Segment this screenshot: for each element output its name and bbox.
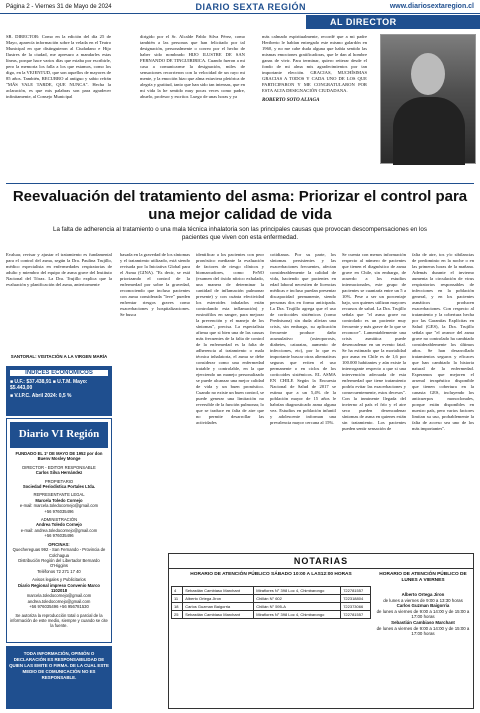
weekday-hours-2: de lunes a viernes de 9:00 a 14:00 y de 15:00 a 17:00 horas <box>376 608 470 620</box>
page-date: Página 2 - Viernes 31 de Mayo de 2024 <box>6 3 112 10</box>
saturday-head: HORARIO DE ATENCIÓN PÚBLICO SÁBADO 10:00 A LAS12:00 HORAS <box>190 572 352 577</box>
author-photo <box>380 34 476 164</box>
legal-email: e-mail: marcela.toledocornejo@gmail.com <box>19 503 99 509</box>
weekday-name-1: Alberto Ortega Jiron <box>401 592 445 597</box>
website: www.diariosextaregion.cl <box>389 3 474 10</box>
notaria-address: Miraflores N° 398 Loc 4, Chimbarongo <box>254 611 341 619</box>
saturday-schedule <box>171 572 371 619</box>
offices-address: Quechereguas 992 - San Fernando - Provincia de Colchagua <box>12 547 106 558</box>
owner-name: Sociedad Periodística Portales Ltda. <box>22 484 96 490</box>
notaria-day: 25 <box>172 611 183 619</box>
weekday-head: HORARIO DE ATENCIÓN PÚBLICO DE LUNES A VIERNES <box>379 572 467 583</box>
section-title: AL DIRECTOR <box>306 15 480 29</box>
saturday-table <box>171 586 371 619</box>
letter-column-1: SR. DIRECTOR: Como en la edición del día 25 de Mayo, aparecía información sobre la velada en el Teatro Municipal en que distinguieron al Ciudadano e Hijo Ilustres de la ciudad, me apresuro a mandarles estas líneas, porque hace varios días que estaba por escribirle, pero la memoria los falla a los que estamos, como los digo, en la VEJENTUD, que son aquellos de mayores de 85 años. También, RECURRO al antiguo y sabio refrán "MÁS VALE TARDE, QUE NUNCA". Hecha la aclaración, es que mis palabras son para agradecer infinitamente, al Consejo Municipal <box>6 34 111 99</box>
notaria-day: 4 <box>172 587 183 595</box>
admin-name: Andrea Toledo Cornejo <box>36 522 82 528</box>
notaria-phone: 722781557 <box>341 587 371 595</box>
notaria-name: Carlos Guzman Baigorria <box>183 603 254 611</box>
owner-label: PROPIETARIO <box>44 478 74 484</box>
masthead-founded: FUNDADO EL 1º DE MAYO DE 1952 por don Buenv Mosley Monge <box>15 451 103 462</box>
ads-label: Avisos legales y Publicitarios <box>32 577 86 583</box>
paper-name: DIARIO SEXTA REGIÓN <box>195 1 306 12</box>
letter-column-2: dirigido por el Sr. Alcalde Pablo Silva Pérez, como también a las personas que han felicitado por tal designación, personalmente o correo por el hecho de haber sido nombrado HIJO ILUSTRE DE SAN FERNANDO DE TINGUIRIRICA. Cuando fueron a mi casa a comunicarme la designación, miles de sensaciones recorrieron con la velocidad de un rayo mi mente, y la emoción hizo que alma estuviera pletórica de alegría y gratitud, tanto que han sido tan intensas, que en mi vida la he sentido muy pocas veces como padre, abuelo, profesor y escritor. Luego de unas horas y ya <box>140 34 245 99</box>
notaria-name: Alberto Ortega Jiron <box>183 595 254 603</box>
notaria-day: 11 <box>172 595 183 603</box>
director-name: Carlos Silva Hernández <box>35 470 83 476</box>
admin-label: ADMINISTRACIÓN <box>40 517 78 523</box>
article-dek: La falta de adherencia al tratamiento o una mala técnica inhalatoria son las principales causas que provocan descompensaciones en los pacientes que viven con esta enfermedad. <box>53 226 427 241</box>
table-row <box>172 595 371 603</box>
weekday-hours-1: de lunes a viernes de 9:00 a 13:30 horas <box>383 597 463 603</box>
weekday-name-3: Sebastián Cambiaso Marchant <box>391 619 455 625</box>
legal-name: Marcela Toledo Cornejo <box>35 497 83 503</box>
notaria-address: Miraflores N° 398 Loc 4, Chimbarongo <box>254 587 341 595</box>
article-column-4: cotidianas. Por su parte, los síntomas persistentes y las exacerbaciones frecuentes, afectan considerablemente la calidad de vida, haciendo que pacientes en edad laboral necesiten de licencias médicas e incluso puedan presentar discapacidad permanente, siendo personas dos en forma anticipada. La Dra. Trujillo agrega que el uso de corticoides sistémicos (como Prednisona) sin duda alivian una crisis, sin embargo, su aplicación frecuente produce daño acumulativo (osteoporosis, diabetes, cataratas, aumento de infecciones, etc), por lo que es importante buscar otras alternativas seguras que eviten el uso permanente o en ciclos de los corticoides sistémicos. EL ASMA EN CHILE Según la Encuesta Nacional de Salud de 2017 se estima que a un 5,4% de la población mayor de 15 años le habrían diagnosticado asma alguna vez. Estudios en población infantil y adolescente informan una prevalencia mayor cercana al 15%. <box>270 252 336 425</box>
notaria-day: 18 <box>172 603 183 611</box>
ads-phones: +56 976035496 +56 956781530 <box>29 604 89 610</box>
distribution: Distribución Región del Libertador Bernardo O'Higgins <box>18 557 100 569</box>
notarias-box <box>168 553 474 709</box>
table-row <box>172 587 371 595</box>
photo-face <box>411 53 445 95</box>
weekday-name-2: Carlos Guzman Baigorria <box>396 603 450 609</box>
notaria-name: Sebastián Cambiaso Marchant <box>183 587 254 595</box>
notaria-name: Sebastián Cambiaso Marchant <box>183 611 254 619</box>
notaria-address: Chillán N° 595-A <box>254 603 341 611</box>
masthead <box>6 418 112 643</box>
notaria-phone: 722318804 <box>341 595 371 603</box>
letter-signature: ROBERTO SOTO ALIAGA <box>262 98 320 103</box>
notaria-address: Chillán N° 602 <box>254 595 341 603</box>
section-divider <box>6 183 474 184</box>
letter-column-3 <box>262 34 367 104</box>
disclaimer: Se autoriza la reproducción total o parcial de la información de este medio, siempre y cuando se cite la fuente. <box>10 612 108 629</box>
page-header <box>0 0 480 14</box>
photo-body <box>393 97 465 165</box>
offices-label: OFICINAS: <box>48 541 70 547</box>
indicators-line-1: ■ U.F.: $37.438,91 ■ U.T.M. Mayo: $5.443,00 <box>10 379 88 391</box>
masthead-logo: Diario VI Región <box>10 422 108 448</box>
article-column-6: falta de aire, tos y/o sibilancias de predominio en la noche o en las primeras horas de la mañana. Además durante el invierno aumenta la circulación de virus respiratorios responsables de infecciones en la población general, y en los pacientes asmáticos producen exacerbaciones. Con respecto al tratamiento y la cobertura hecha por las Garantías Explícitas en Salud (GES), la Dra. Trujillo señala que "el avance del asma grave no controlado ha cambiado considerablemente los últimos años. Se han desarrollado tratamientos seguros y eficaces que han cambiado la historia natural de la enfermedad. Esperamos que mejoren el arsenal terapéutico disponible que tienen cobertura en la canasta GES, incluyendo los anticuerpos monoclonales, porque están disponibles en nuestro país, pero varios factores limitan su uso, probablemente la falta de acceso sea uno de los más importantes". <box>412 252 474 431</box>
indicators-line-2: ■ V.I.P.C. Abril 2024: 0,5 % <box>10 393 72 399</box>
notarias-title: NOTARIAS <box>169 554 473 569</box>
office-phone: Teléfonos 72 271 17 40 <box>37 568 81 574</box>
admin-email: e-mail: andrea.toledocornejo@gmail.com <box>20 527 98 533</box>
economic-indicators <box>6 366 112 416</box>
ads-emails: marcela.toledocornejo@gmail.com andrea.toledocornejo@gmail.com <box>26 593 92 604</box>
table-row <box>172 611 371 619</box>
notaria-phone: 722373066 <box>341 603 371 611</box>
notaria-phone: 722781557 <box>341 611 371 619</box>
letter-text: más calmado espiritualmente, recordé que a mi padre Heriberto le habían entregado este mismo galardón en 1960, y no me cabe duda alguna que había sentido las mismas emociones gratificadoras, que le dan al hombre ganas de vivir. Para terminar, quiero reiterar desde el fondo de mi alma mis agradecimientos por tan importante elección. GRACIAS, MUCHÍSIMAS GRACIAS A TODOS Y CADA UNO DE LOS QUE PARTICIPARON Y ME CONGRATULARON POR ESTA ALTA DESIGNACIÓN CIUDADANA. <box>262 34 367 93</box>
santoral: SANTORAL: VISITACIÓN A LA VIRGEN MARÍA <box>10 354 108 359</box>
article-column-2: basada en la gravedad de los síntomas y el tratamiento utilizado, está siendo revisada por la Iniciativa Global para el Asma (GINA). "Es decir, se está priorizando el control de la enfermedad por sobre la gravedad, reconociendo que incluso pacientes con asma considerada "leve" pueden enfrentar riesgos graves como exacerbaciones y hospitalizaciones. Se busca <box>120 252 190 317</box>
admin-phone: +56 976035496 <box>44 533 74 539</box>
article-column-5: Se cuenta con menos información respecto al número de pacientes que tienen el diagnóstico de asma grave en Chile, sin embargo, de acuerdo a los estudios internacionales, este grupo de pacientes se cuantaría entre un 5 a 10%. Pese a ser un porcentaje bajo, son quienes utilizan mayores recursos de salud. La Dra. Trujillo señala que "el asma grave no controlado es un paciente muy frecuente y más grave de lo que se reconoce". Lamentablemente una crisis asmática puede desencadenar en un evento fatal. Se ha estimado que la mortalidad por asma en Chile es de 1,6 por 100.000 habitantes y aún existe la interrogante respecto a que si una intervención adecuada de esta enfermedad que tiene tratamiento podría evitar las exacerbaciones y consecuentemente, estos decesos". Con la inminente llegada del invierno al país el frío y el aire seco pueden desencadenar síntomas de asma en quienes están sin tratamiento. Los pacientes pueden sentir sensación de <box>342 252 406 431</box>
weekday-schedule <box>375 572 471 637</box>
responsibility-notice: TODA INFORMACIÓN, OPINIÓN O DECLARACIÓN ES RESPONSABILIDAD DE QUIEN LAS EMITE O FIRMA. DE LA CUAL ESTE MEDIO DE COMUNICACIÓN NO ES RESPONSABLE. <box>6 646 112 709</box>
ads-contract: Diario Regional impreso Convenio Marco 1102018 <box>18 582 100 593</box>
table-row <box>172 603 371 611</box>
article-column-3: identificar a los pacientes con peor pronóstico mediante la evaluación de factores de riesgo clínicos y biomarcadores, como FeNO (examen del óxido nítrico exhalado, una manera de determinar la cantidad de inflamación pulmonar presente) y con cuánta efectividad los esteroides inhalados están controlando esta inflamación) y eosinófilos en sangre, para mejorar la prevención y el manejo de los síntomas", precisa. La especialista afirma que si bien una de las causas más frecuentes de la falta de control de la enfermedad es la falta de adherencia al tratamiento o mala técnica inhalatoria, el asma se debe considerar como una enfermedad tratable y controlable, en la que ejerciendo un manejo personalizado se puede alcanzar una mejor calidad de vida y un buen pronóstico. Cuando no existe un buen control, se puede generar una limitación no reversible de la función pulmonar, lo que se traduce en falta de aire que no permite desarrollar las actividades <box>196 252 264 425</box>
article-column-1: Evaluar, revisar y ajustar el tratamiento es fundamental para el control del asma, según la Dra. Paulina Trujillo, médico especialista en enfermedades respiratorias de adulto y miembro del equipo de asma grave del Instituto Nacional del Tórax. La Dra. Trujillo explica que la evaluación y planificación del asma, anteriormente <box>6 252 112 287</box>
director-label: DIRECTOR - EDITOR RESPONSABLE <box>22 464 96 470</box>
legal-phone: +56 976035496 <box>44 508 74 514</box>
indicators-title: ÍNDICES ECONÓMICOS <box>10 370 108 376</box>
legal-label: REPRESENTANTE LEGAL <box>33 492 85 498</box>
weekday-hours-3: de lunes a viernes de 9:00 a 14:00 y de 15:00 a 17:00 horas <box>376 625 470 637</box>
article-headline: Reevaluación del tratamiento del asma: Priorizar el control para una mejor calidad de vida <box>12 188 468 223</box>
